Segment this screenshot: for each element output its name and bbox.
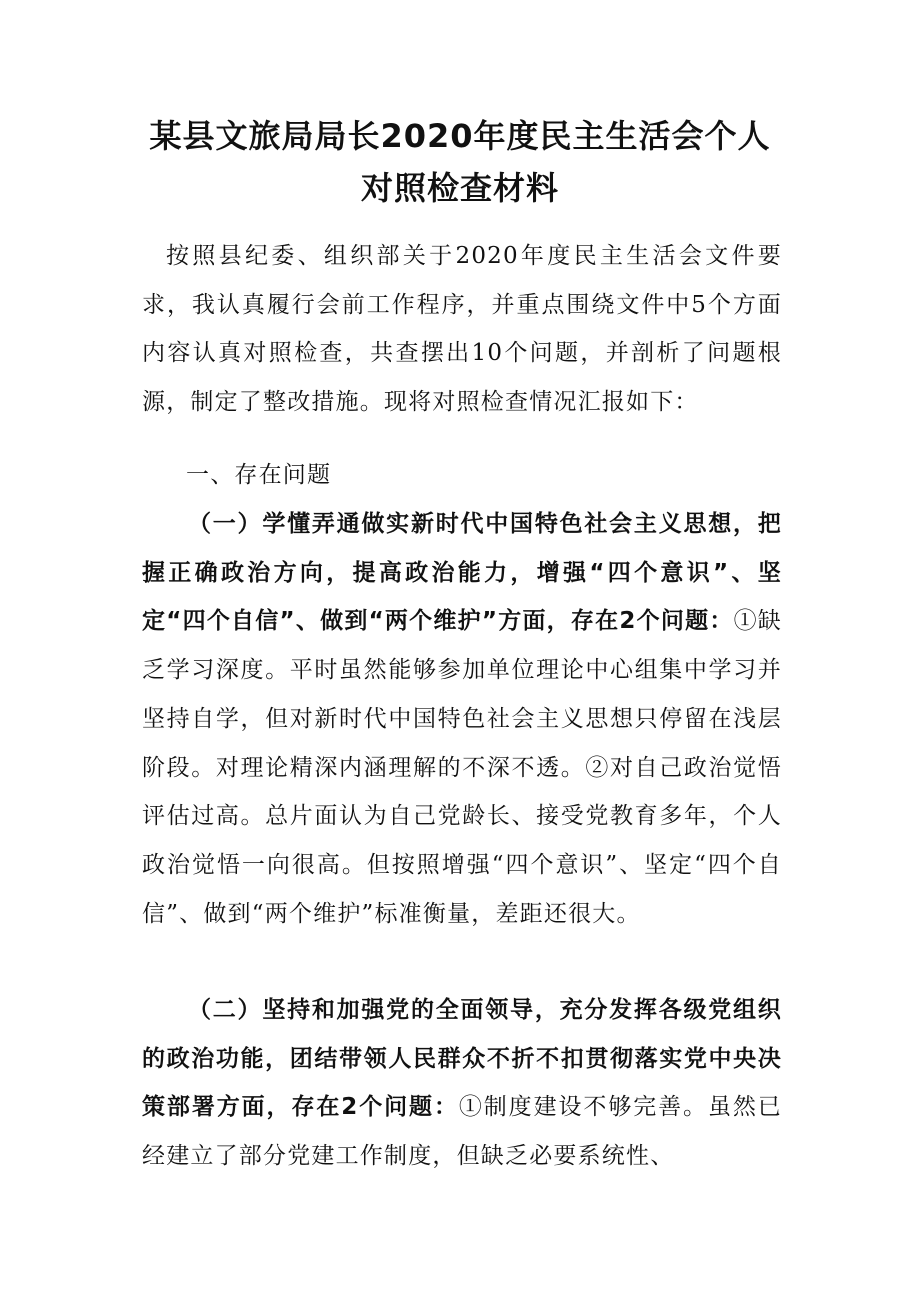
intro-paragraph: 按照县纪委、组织部关于2020年度民主生活会文件要求，我认真履行会前工作程序，并重点围绕文件中5个方面内容认真对照检查，共查摆出10个问题，并剖析了问题根源，制定了整改措施。现将对照检查情况汇报如下：	[142, 243, 782, 416]
problem-item-2-heading: （二）坚持和加强党的全面领导，充分发挥各级党组织的政治功能，团结带领人民群众不折不扣贯彻落实党中央决策部署方面，存在2个问题：	[142, 997, 782, 1121]
document-title-line-2: 对照检查材料	[360, 169, 559, 207]
problem-item-2	[142, 986, 782, 1181]
problem-item-1-heading: （一）学懂弄通做实新时代中国特色社会主义思想，把握正确政治方向，提高政治能力，增强“四个意识”、坚定“四个自信”、做到“两个维护”方面，存在2个问题：	[142, 511, 782, 635]
problem-item-1-body: ①缺乏学习深度。平时虽然能够参加单位理论中心组集中学习并坚持自学，但对新时代中国特色社会主义思想只停留在浅层阶段。对理论精深内涵理解的不深不透。②对自己政治觉悟评估过高。总片面认为自己党龄长、接受党教育多年，个人政治觉悟一向很高。但按照增强“四个意识”、坚定“四个自信”、做到“两个维护”标准衡量，差距还很大。	[142, 608, 782, 927]
section-heading-problems: 一、存在问题	[186, 462, 332, 488]
problem-item-2-body: ①制度建设不够完善。虽然已经建立了部分党建工作制度，但缺乏必要系统性、	[142, 1094, 782, 1170]
document-title-line-1: 某县文旅局局长2020年度民主生活会个人	[149, 117, 771, 155]
problem-item-1	[142, 500, 782, 938]
